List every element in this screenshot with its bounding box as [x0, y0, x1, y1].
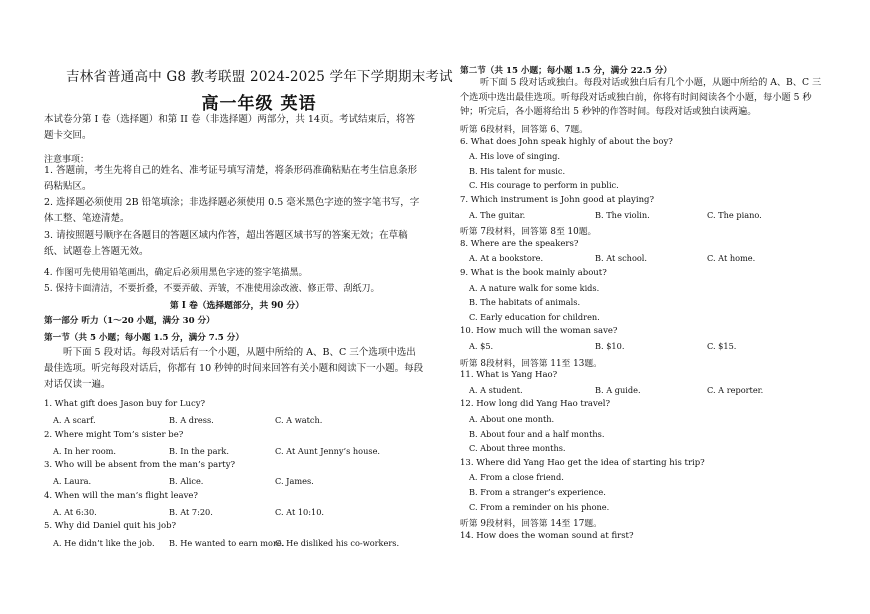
question: 10. How much will the woman save?: [460, 326, 618, 337]
option: C. About three months.: [469, 443, 566, 454]
row-option-b: B. A guide.: [595, 384, 641, 395]
sec1-2-heading: 第二节（共 15 小题；每小题 1.5 分，满分 22.5 分）: [460, 66, 672, 76]
q3-option-a: A. Laura.: [53, 476, 92, 486]
row-option-c: C. At home.: [707, 253, 756, 264]
q2-option-c: C. At Aunt Jenny’s house.: [275, 446, 381, 456]
option: B. About four and a half months.: [469, 428, 605, 439]
q1-option-c: C. A watch.: [275, 415, 323, 425]
option: B. From a stranger’s experience.: [469, 487, 606, 497]
question-2: 2. Where might Tom’s sister be?: [44, 430, 184, 440]
q3-option-c: C. James.: [275, 476, 314, 486]
question-3: 3. Who will be absent from the man’s party?: [44, 460, 236, 470]
row-option-b: B. The violin.: [595, 209, 650, 220]
intro-text: 本试卷分第 I 卷（选择题）和第 II 卷（非选择题）两部分，共 14页。考试结束后，将答题卡交回。: [44, 114, 415, 141]
question: 11. What is Yang Hao?: [460, 370, 558, 381]
note-3: 3. 请按照题号顺序在各题目的答题区域内作答，超出答题区域书写的答案无效；在草稿纸、试题卷上答题无效。: [44, 230, 408, 257]
q5-option-a: A. He didn’t like the job.: [53, 538, 155, 548]
section1-heading: 第一部分 听力（1～20 小题，满分 30 分）: [44, 316, 215, 326]
q3-option-b: B. Alice.: [169, 476, 204, 486]
question-4: 4. When will the man’s flight leave?: [44, 491, 198, 501]
row-option-b: B. At school.: [595, 253, 648, 264]
option: C. Early education for children.: [469, 311, 600, 322]
note-1: 1. 答题前，考生先将自己的姓名、准考证号填写清楚，将条形码准确粘贴在考生信息条形码粘贴区。: [44, 165, 418, 192]
row-option-c: C. $15.: [707, 341, 737, 351]
option: A. A nature walk for some kids.: [469, 282, 600, 293]
q4-option-c: C. At 10:10.: [275, 507, 325, 517]
row-option-b: B. $10.: [595, 341, 625, 351]
part1-heading: 第 I 卷（选择题部分，共 90 分）: [169, 301, 305, 311]
listening-material-note: 听第 8段材料，回答第 11至 13题。: [460, 358, 602, 369]
option: B. His talent for music.: [469, 165, 566, 176]
q5-option-b: B. He wanted to earn more.: [169, 538, 285, 548]
question: 8. Where are the speakers?: [460, 238, 579, 249]
row-option-c: C. A reporter.: [707, 384, 764, 395]
q4-option-a: A. At 6:30.: [53, 507, 97, 517]
q2-option-b: B. In the park.: [169, 446, 229, 456]
exam-subtitle: 高一年级 英语: [201, 94, 317, 114]
q5-option-c: C. He disliked his co-workers.: [275, 538, 400, 548]
question: 7. Which instrument is John good at playing?: [460, 195, 655, 205]
q1-option-b: B. A dress.: [169, 415, 214, 425]
note-5: 5. 保持卡面清洁，不要折叠，不要弄破、弄皱，不准使用涂改液、修正带、刮纸刀。: [44, 284, 380, 294]
option: A. His love of singing.: [469, 151, 560, 162]
sec1-2-instructions: 听下面 5 段对话或独白。每段对话或独白后有几个小题，从题中所给的 A、B、C 三个选项中选出最佳选项。听每段对话或独白前，你将有时间阅读各个小题，每小题 5 秒钟；听完后，各小题将给出 5 秒钟的作答时间。每段对话或独白读两遍。: [460, 77, 822, 117]
exam-title: 吉林省普通高中 G8 教考联盟 2024-2025 学年下学期期末考试: [66, 69, 453, 85]
listening-material-note: 听第 7段材料，回答第 8至 10题。: [460, 227, 597, 238]
q4-option-b: B. At 7:20.: [169, 507, 213, 517]
option: A. About one month.: [469, 414, 555, 424]
note-4: 4. 作图可先使用铅笔画出，确定后必须用黑色字迹的签字笔描黑。: [44, 268, 308, 278]
row-option-a: A. $5.: [469, 341, 494, 351]
q2-option-a: A. In her room.: [53, 446, 117, 456]
row-option-c: C. The piano.: [707, 209, 762, 220]
question: 12. How long did Yang Hao travel?: [460, 399, 611, 410]
question-1: 1. What gift does Jason buy for Lucy?: [44, 399, 206, 409]
sec1-1-heading: 第一节（共 5 小题；每小题 1.5 分，满分 7.5 分）: [44, 333, 244, 343]
option: C. His courage to perform in public.: [469, 180, 619, 191]
note-2: 2. 选择题必须使用 2B 铅笔填涂；非选择题必须使用 0.5 毫米黑色字迹的签字笔书写，字体工整、笔迹清楚。: [44, 197, 420, 224]
question: 9. What is the book mainly about?: [460, 268, 607, 278]
option: B. The habitats of animals.: [469, 297, 581, 308]
listening-material-note: 听第 6段材料，回答第 6、7题。: [460, 125, 588, 135]
option: A. From a close friend.: [469, 472, 564, 483]
sec1-1-instructions: 听下面 5 段对话。每段对话后有一个小题，从题中所给的 A、B、C 三个选项中选出最佳选项。听完每段对话后，你都有 10 秒钟的时间来回答有关小题和阅读下一小题。每段对话仅读一遍。: [44, 347, 424, 390]
question: 13. Where did Yang Hao get the idea of starting his trip?: [460, 457, 705, 468]
row-option-a: A. At a bookstore.: [469, 253, 544, 264]
notes-heading: 注意事项：: [44, 155, 90, 165]
row-option-a: A. A student.: [469, 384, 523, 395]
question-5: 5. Why did Daniel quit his job?: [44, 521, 177, 531]
q1-option-a: A. A scarf.: [53, 415, 96, 425]
question: 6. What does John speak highly of about the boy?: [460, 136, 673, 147]
listening-material-note: 听第 9段材料，回答第 14至 17题。: [460, 519, 602, 530]
row-option-a: A. The guitar.: [469, 209, 526, 220]
option: C. From a reminder on his phone.: [469, 501, 610, 512]
question: 14. How does the woman sound at first?: [460, 530, 634, 541]
